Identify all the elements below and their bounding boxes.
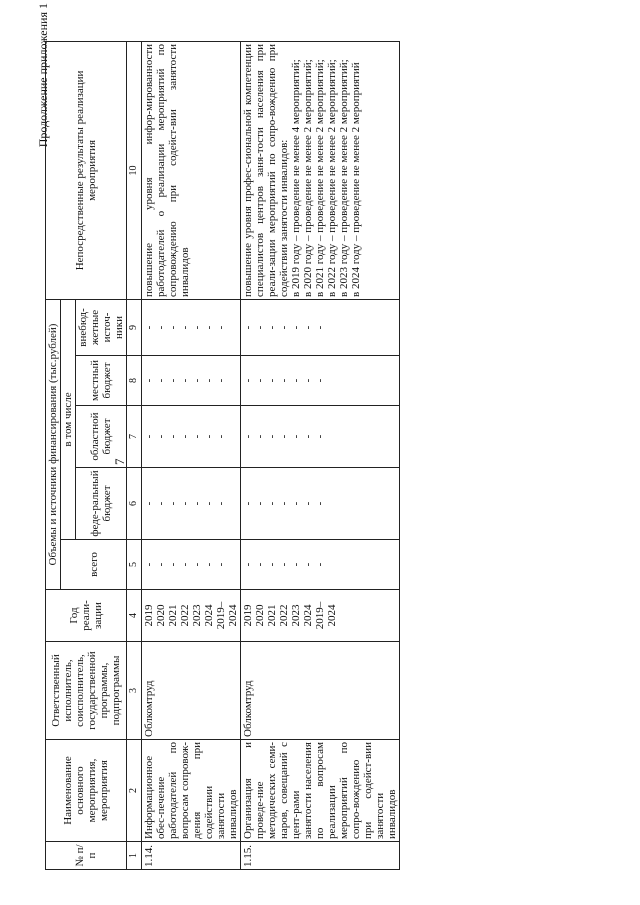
dash: - [266, 562, 278, 567]
row-result: повышение уровня инфор-мированности работодателей о реализации мероприятий по сопровождению при содейст-вии занятости инвалидов [142, 41, 241, 299]
year: 2022 [179, 604, 191, 627]
dash: - [179, 562, 191, 567]
dash: - [179, 325, 191, 330]
dash: - [290, 501, 302, 506]
dash: - [242, 434, 254, 439]
row-extra-dashes [142, 299, 241, 355]
dash: - [191, 434, 203, 439]
year: 2022 [278, 604, 290, 627]
dash: - [155, 562, 167, 567]
dash: - [290, 378, 302, 383]
header-federal: феде-ральный бюджет [76, 468, 127, 540]
result-item: в 2022 году – проведение не менее 2 мероприятий; [326, 59, 338, 297]
colnum: 2 [127, 740, 142, 842]
dash: - [278, 378, 290, 383]
dash: - [302, 325, 314, 330]
colnum: 8 [127, 356, 142, 406]
dash: - [302, 501, 314, 506]
header-funding: Объемы и источники финансирования (тыс.рублей) [46, 299, 61, 589]
dash: - [143, 434, 155, 439]
dash: - [203, 562, 215, 567]
header-including: в том числе [61, 299, 76, 539]
row-regional-dashes [241, 406, 400, 468]
dash: - [191, 378, 203, 383]
table-row [241, 41, 400, 869]
colnum: 3 [127, 642, 142, 740]
dash: - [266, 378, 278, 383]
colnum: 9 [127, 299, 142, 355]
dash: - [266, 434, 278, 439]
dash: - [215, 325, 227, 330]
dash: - [191, 501, 203, 506]
dash: - [215, 378, 227, 383]
year: 2019 [242, 604, 254, 627]
header-regional: областной бюджет [76, 406, 127, 468]
year: 2021 [167, 604, 179, 627]
dash: - [254, 501, 266, 506]
dash: - [266, 501, 278, 506]
header-total: всего [61, 540, 127, 590]
colnum: 1 [127, 842, 142, 870]
dash: - [167, 325, 179, 330]
dash: - [143, 378, 155, 383]
year: 2024 [203, 604, 215, 627]
dash: - [143, 562, 155, 567]
row-total-dashes [241, 540, 400, 590]
dash: - [155, 378, 167, 383]
page-number: 7 [112, 458, 127, 465]
result-item: в 2023 году – проведение не менее 2 мероприятий; [338, 59, 350, 297]
dash: - [203, 325, 215, 330]
dash: - [314, 562, 326, 567]
dash: - [215, 501, 227, 506]
dash: - [278, 562, 290, 567]
dash: - [290, 562, 302, 567]
header-year: Год реали-зации [46, 590, 127, 642]
result-item: в 2020 году – проведение не менее 2 мероприятий; [302, 59, 314, 297]
dash: - [278, 501, 290, 506]
dash: - [290, 434, 302, 439]
year: 2019–2024 [314, 601, 338, 630]
dash: - [203, 501, 215, 506]
dash: - [203, 434, 215, 439]
row-result [241, 41, 400, 299]
dash: - [278, 325, 290, 330]
appendix-caption: Продолжение приложения 1 [36, 3, 50, 148]
dash: - [242, 325, 254, 330]
year: 2020 [155, 604, 167, 627]
result-item: в 2024 году – проведение не менее 2 мероприятий [350, 62, 362, 297]
dash: - [167, 434, 179, 439]
row-name: Информационное обес-печение работодателей по вопросам сопровож-дения при содействии занятости инвалидов [142, 740, 241, 842]
year: 2019 [143, 604, 155, 627]
dash: - [314, 434, 326, 439]
row-federal-dashes [142, 468, 241, 540]
row-executor: Облкомтруд [142, 642, 241, 740]
year: 2023 [290, 604, 302, 627]
year: 2021 [266, 604, 278, 627]
year: 2019–2024 [215, 601, 239, 630]
header-number: № п/п [46, 842, 127, 870]
result-item: в 2019 году – проведение не менее 4 мероприятий; [290, 59, 302, 297]
dash: - [167, 501, 179, 506]
colnum: 6 [127, 468, 142, 540]
dash: - [290, 325, 302, 330]
row-number: 1.14. [142, 842, 241, 870]
dash: - [191, 562, 203, 567]
header-name: Наименование основного мероприятия, мероприятия [46, 740, 127, 842]
colnum: 4 [127, 590, 142, 642]
header-executor: Ответственный исполнитель, соисполнитель, государственной программы, подпрограммы [46, 642, 127, 740]
dash: - [143, 501, 155, 506]
dash: - [215, 434, 227, 439]
dash: - [179, 378, 191, 383]
row-executor: Облкомтруд [241, 642, 400, 740]
colnum: 5 [127, 540, 142, 590]
dash: - [215, 562, 227, 567]
dash: - [242, 378, 254, 383]
result-intro: повышение уровня профес-сиональной компетенции специалистов центров заня-тости населения при реали-зации мероприятий по сопро-вождению при содействии занятости инвалидов: [242, 43, 290, 297]
dash: - [203, 378, 215, 383]
dash: - [242, 501, 254, 506]
row-regional-dashes [142, 406, 241, 468]
dash: - [179, 434, 191, 439]
colnum: 10 [127, 41, 142, 299]
column-numbers-row [127, 41, 142, 869]
header-extra: внебюд-жетные источ-ники [76, 299, 127, 355]
row-name: Организация и проведе-ние методических семи-наров, совещаний с цент-рами занятости населения по вопросам реализации мероприятий по сопро-вождению при содейст-вии занятости инвалидов [241, 740, 400, 842]
dash: - [155, 501, 167, 506]
dash: - [302, 562, 314, 567]
dash: - [314, 501, 326, 506]
dash: - [155, 434, 167, 439]
dash: - [266, 325, 278, 330]
dash: - [242, 562, 254, 567]
row-local-dashes [142, 356, 241, 406]
dash: - [143, 325, 155, 330]
dash: - [254, 562, 266, 567]
row-years [241, 590, 400, 642]
row-federal-dashes [241, 468, 400, 540]
dash: - [314, 378, 326, 383]
dash: - [302, 434, 314, 439]
result-item: в 2021 году – проведение не менее 2 мероприятий; [314, 59, 326, 297]
header-result: Непосредственные результаты реализации мероприятия [46, 41, 127, 299]
dash: - [314, 325, 326, 330]
dash: - [155, 325, 167, 330]
table-row [142, 41, 241, 869]
program-table [45, 41, 400, 870]
dash: - [191, 325, 203, 330]
dash: - [278, 434, 290, 439]
colnum: 7 [127, 406, 142, 468]
row-total-dashes [142, 540, 241, 590]
dash: - [302, 378, 314, 383]
dash: - [254, 378, 266, 383]
dash: - [167, 378, 179, 383]
year: 2024 [302, 604, 314, 627]
header-local: местный бюджет [76, 356, 127, 406]
row-local-dashes [241, 356, 400, 406]
row-number: 1.15. [241, 842, 400, 870]
dash: - [167, 562, 179, 567]
year: 2020 [254, 604, 266, 627]
dash: - [254, 434, 266, 439]
dash: - [179, 501, 191, 506]
row-years [142, 590, 241, 642]
dash: - [254, 325, 266, 330]
row-extra-dashes [241, 299, 400, 355]
header-row-1 [46, 41, 61, 869]
year: 2023 [191, 604, 203, 627]
